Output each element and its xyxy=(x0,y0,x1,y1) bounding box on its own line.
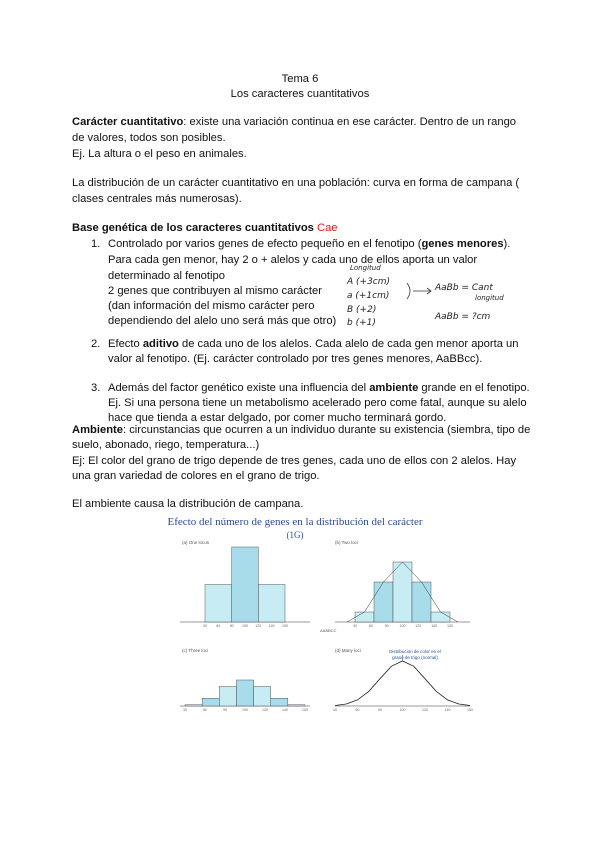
note-result-1: AaBb = Cant xyxy=(435,283,493,293)
chart-bar-3-3 xyxy=(236,680,253,706)
item-1-line-2: Para cada gen menor, hay 2 o + alelos y cada uno de ellos aporta un valor xyxy=(108,254,478,266)
tick-label-1-120: 120 xyxy=(255,624,262,628)
item-3-line-1: Además del factor genético existe una influencia del ambiente grande en el fenotipo. xyxy=(108,382,530,394)
note-a-small: a (+1cm) xyxy=(347,291,390,301)
figure-subtitle: (1G) xyxy=(286,530,304,540)
tick-label-2-100: 100 xyxy=(399,624,406,628)
definition-line-1: Carácter cuantitativo: existe una variación continua en ese carácter. Dentro de un rango xyxy=(72,116,517,128)
item-1-line-1: Controlado por varios genes de efecto pequeño en el fenotipo (genes menores). xyxy=(108,238,511,250)
environment-line-1: Ambiente: circunstancias que ocurren a un individuo durante su existencia (siembra, tipo de xyxy=(72,424,531,436)
panel-d-note-2: grano de trigo (normal) xyxy=(392,655,438,660)
tick-label-1-60: 60 xyxy=(216,624,221,628)
chart-bar-3-5 xyxy=(271,698,288,706)
environment-conclusion: El ambiente causa la distribución de campana. xyxy=(72,498,304,510)
item-1-line-3: determinado al fenotipo xyxy=(108,270,225,282)
panel-b-axis-tag: AABBCC xyxy=(320,628,337,633)
chart-bar-3-0 xyxy=(185,705,202,706)
chart-bar-2-2 xyxy=(393,562,412,622)
chart-bar-1-Aa xyxy=(232,547,259,622)
item-2-number: 2. xyxy=(91,338,101,350)
chart-bar-2-1 xyxy=(374,582,393,622)
tick-label-4-100: 100 xyxy=(399,708,406,712)
tick-label-3-90: 90 xyxy=(223,708,227,712)
definition-example: Ej. La altura o el peso en animales. xyxy=(72,148,247,160)
tick-label-2-30: 30 xyxy=(353,624,357,628)
chart-bar-2-4 xyxy=(431,612,450,622)
tick-label-2-120: 120 xyxy=(415,624,422,628)
chart-bar-2-0 xyxy=(355,612,374,622)
panel-c-label: (c) Three loci xyxy=(182,648,209,653)
item-3-number: 3. xyxy=(91,382,101,394)
section-heading: Base genética de los caracteres cuantitativos Cae xyxy=(72,222,338,234)
topic-number: Tema 6 xyxy=(281,73,319,85)
tick-label-1-140: 140 xyxy=(268,624,275,628)
panel-d-label: (d) Many loci xyxy=(335,648,361,653)
tick-label-2-90: 90 xyxy=(384,624,389,628)
panel-b-label: (b) Two loci xyxy=(335,540,358,545)
tick-label-2-150: 150 xyxy=(447,624,453,628)
item-2-line-2: valor al fenotipo. (Ej. carácter controlado por tres genes menores, AaBBcc). xyxy=(108,353,483,365)
note-label-top: Longitud xyxy=(350,264,381,272)
note-a-big: A (+3cm) xyxy=(347,277,391,287)
item-1-line-5: (dan información del mismo carácter pero xyxy=(108,300,315,312)
figure-title: Efecto del número de genes en la distribución del carácter xyxy=(167,516,423,528)
environment-line-2: suelo, abonado, riego, temperatura...) xyxy=(72,439,260,451)
item-3-line-3: hace que tienda a estar delgado, por comer mucho terminará gordo. xyxy=(108,412,447,424)
item-1-line-4: 2 genes que contribuyen al mismo carácter xyxy=(108,285,322,297)
environment-example-2: una gran variedad de colores en el grano de trigo. xyxy=(72,470,320,482)
genetics-figure xyxy=(170,535,480,715)
tick-label-1-90: 90 xyxy=(229,624,234,628)
page-title: Los caracteres cuantitativos xyxy=(230,88,370,100)
item-3-line-2: Ej. Si una persona tiene un metabolismo acelerado pero come fatal, aunque su alelo xyxy=(108,397,527,409)
panel-d-note-1: Distribución de color en el xyxy=(389,649,441,654)
heading-tag: Cae xyxy=(317,222,338,234)
tick-label-4-150: 150 xyxy=(467,708,473,712)
chart-bar-2-3 xyxy=(412,582,431,622)
tick-label-4-120: 120 xyxy=(422,708,428,712)
tick-label-1-150: 150 xyxy=(282,624,288,628)
distribution-line-2: clases centrales más numerosas). xyxy=(72,193,242,205)
panel-d-normal-curve xyxy=(335,661,470,706)
note-b-big: B (+2) xyxy=(347,305,377,315)
definition-term: Carácter cuantitativo xyxy=(72,116,184,128)
note-b-small: b (+1) xyxy=(347,318,376,328)
panel-a-label: (a) One locus xyxy=(182,540,210,545)
tick-label-3-100: 100 xyxy=(242,708,248,712)
tick-label-2-140: 140 xyxy=(431,624,438,628)
chart-bar-3-2 xyxy=(219,687,236,707)
chart-bar-3-4 xyxy=(254,687,271,707)
note-result-1-sub: longitud xyxy=(475,294,504,302)
tick-label-3-150: 150 xyxy=(302,708,308,712)
item-1-number: 1. xyxy=(91,238,101,250)
tick-label-4-90: 90 xyxy=(378,708,382,712)
item-2-line-1: Efecto aditivo de cada uno de los alelos. Cada alelo de cada gen menor aporta un xyxy=(108,338,519,350)
tick-label-3-140: 140 xyxy=(282,708,288,712)
environment-example-1: Ej: El color del grano de trigo depende de tres genes, cada uno de ellos con 2 alelos. Hay xyxy=(72,455,517,467)
chart-bar-1-AA xyxy=(258,585,285,623)
tick-label-1-30: 30 xyxy=(203,624,207,628)
environment-term: Ambiente xyxy=(72,424,123,436)
definition-line-2: de valores, todos son posibles. xyxy=(72,132,226,144)
note-bracket-arrow xyxy=(405,281,435,301)
tick-label-2-60: 60 xyxy=(368,624,373,628)
tick-label-3-60: 60 xyxy=(203,708,207,712)
tick-label-3-30: 30 xyxy=(183,708,187,712)
tick-label-3-120: 120 xyxy=(262,708,268,712)
distribution-line-1: La distribución de un carácter cuantitativo en una población: curva en forma de campana ( xyxy=(72,177,520,189)
tick-label-4-30: 30 xyxy=(333,708,337,712)
item-1-line-6: dependiendo del alelo uno será más que otro) xyxy=(108,315,337,327)
chart-bar-3-6 xyxy=(288,705,305,706)
chart-bar-1-aa xyxy=(205,585,232,623)
tick-label-1-100: 100 xyxy=(242,624,248,628)
note-result-2: AaBb = ?cm xyxy=(435,312,491,322)
chart-bar-3-1 xyxy=(202,698,219,706)
tick-label-4-60: 60 xyxy=(355,708,360,712)
tick-label-4-140: 140 xyxy=(444,708,451,712)
